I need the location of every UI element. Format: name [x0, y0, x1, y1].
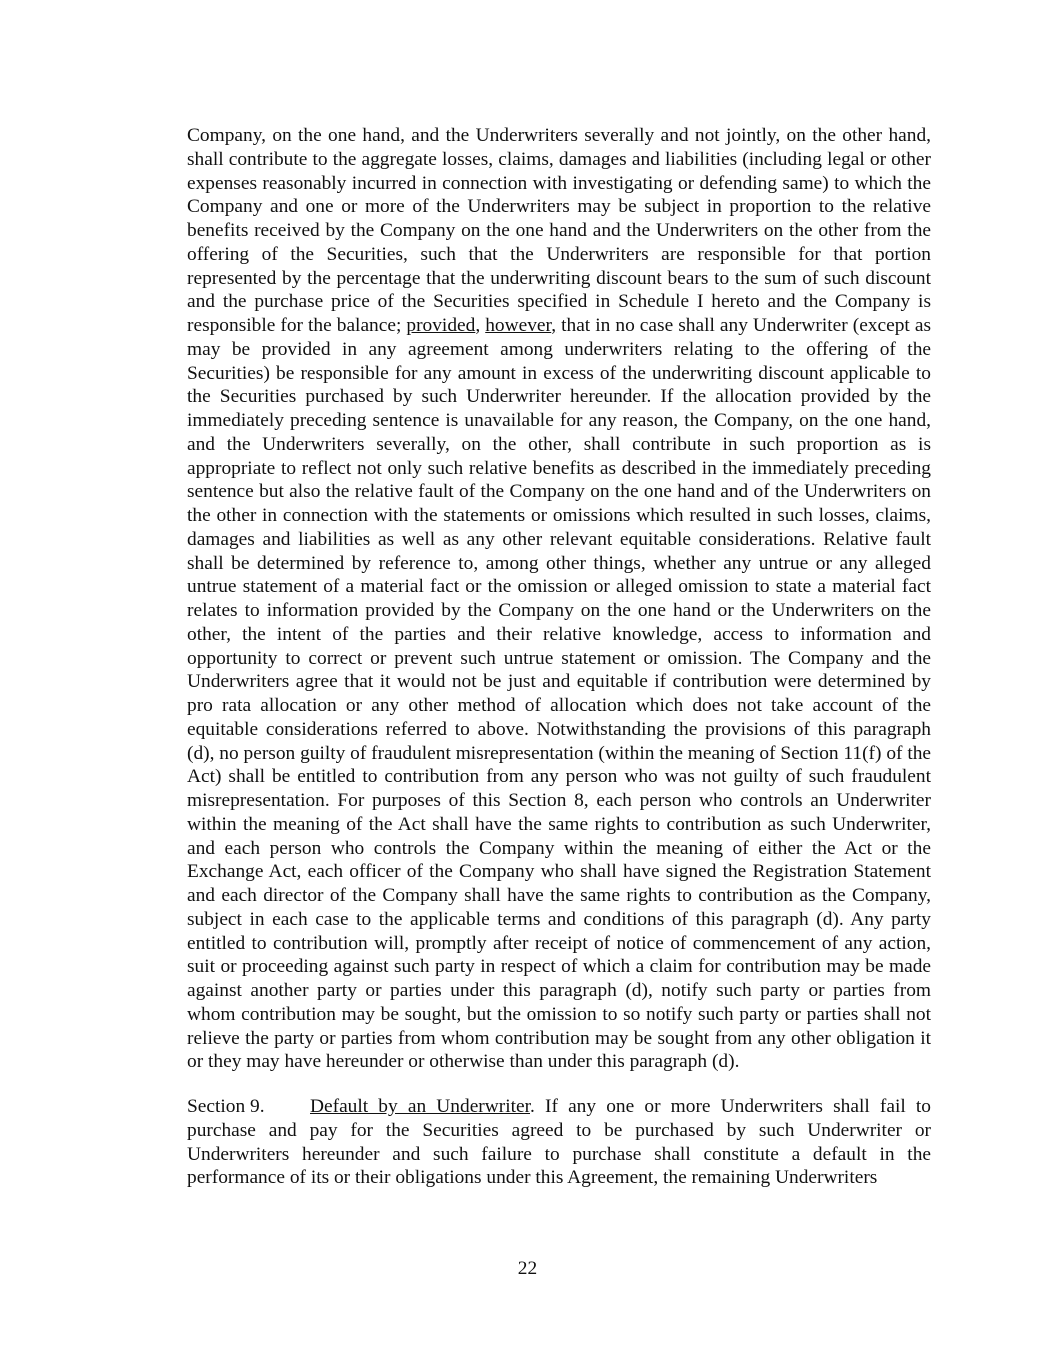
section-9-label: Section 9. — [187, 1096, 265, 1117]
section-9-heading: Default by an Underwriter — [310, 1096, 530, 1117]
however-term: however — [485, 315, 552, 336]
provided-term: provided — [406, 315, 476, 336]
paragraph-d-text-2: that in no case shall any Underwriter (except as may be provided in any agreement among underwriters relating to the offering of the Securities) be responsible for any amount in excess of the underwriting discount applicable to the Securities purchased by such Underwriter hereunder. If the allocation provided by the immediately preceding sentence is unavailable for any reason, the Company, on the one hand, and the Underwriters severally, on the other, shall contribute in such proportion as is appropriate to reflect not only such relative benefits as described in the immediately preceding sentence but also the relative fault of the Company on the one hand and of the Underwriters on the other in connection with the statements or omissions which resulted in such losses, claims, damages and liabilities as well as any other relevant equitable considerations. Relative fault shall be determined by reference to, among other things, whether any untrue or any alleged untrue statement of a material fact or the omission or alleged omission to state a material fact relates to information provided by the Company on the one hand or the Underwriters on the other, the intent of the parties and their relative knowledge, access to information and opportunity to correct or prevent such untrue statement or omission. The Company and the Underwriters agree that it would not be just and equitable if contribution were determined by pro rata allocation or any other method of allocation which does not take account of the equitable considerations referred to above. Notwithstanding the provisions of this paragraph (d), no person guilty of fraudulent misrepresentation (within the meaning of Section 11(f) of the Act) shall be entitled to contribution from any person who was not guilty of such fraudulent misrepresentation. For purposes of this Section 8, each person who controls an Underwriter within the meaning of the Act shall have the same rights to contribution as such Underwriter, and each person who controls the Company within the meaning of either the Act or the Exchange Act, each officer of the Company who shall have signed the Registration Statement and each director of the Company shall have the same rights to contribution as the Company, subject in each case to the applicable terms and conditions of this paragraph (d). Any party entitled to contribution will, promptly after receipt of notice of commencement of any action, suit or proceeding against such party in respect of which a claim for contribution may be made against another party or parties under this paragraph (d), notify such party or parties from whom contribution may be sought, but the omission to so notify such party or parties shall not relieve the party or parties from whom contribution may be sought from any other obligation it or they may have hereunder or otherwise than under this paragraph (d). — [187, 315, 932, 1073]
document-body — [187, 124, 931, 1190]
section-9-paragraph — [187, 1095, 931, 1190]
separator: , — [551, 315, 557, 336]
section-9-text: . If any one or more Underwriters shall fail to purchase and pay for the Securities agreed to be purchased by such Underwriter or Underwriters hereunder and such failure to purchase shall constitute a default in the performance of its or their obligations under this Agreement, the remaining Underwriters — [187, 1096, 931, 1189]
page-number: 22 — [517, 1258, 538, 1279]
separator: , — [475, 315, 486, 336]
paragraph-d-text-1: Company, on the one hand, and the Underwriters severally and not jointly, on the other hand, shall contribute to the aggregate losses, claims, damages and liabilities (including legal or other expenses reasonably incurred in connection with investigating or defending same) to which the Company and one or more of the Underwriters may be subject in proportion to the relative benefits received by the Company on the one hand and the Underwriters on the other from the offering of the Securities, such that the Underwriters are responsible for that portion represented by the percentage that the underwriting discount bears to the sum of such discount and the purchase price of the Securities specified in Schedule I hereto and the Company is responsible for the balance; — [187, 125, 931, 336]
paragraph-d-contribution — [187, 124, 931, 1074]
